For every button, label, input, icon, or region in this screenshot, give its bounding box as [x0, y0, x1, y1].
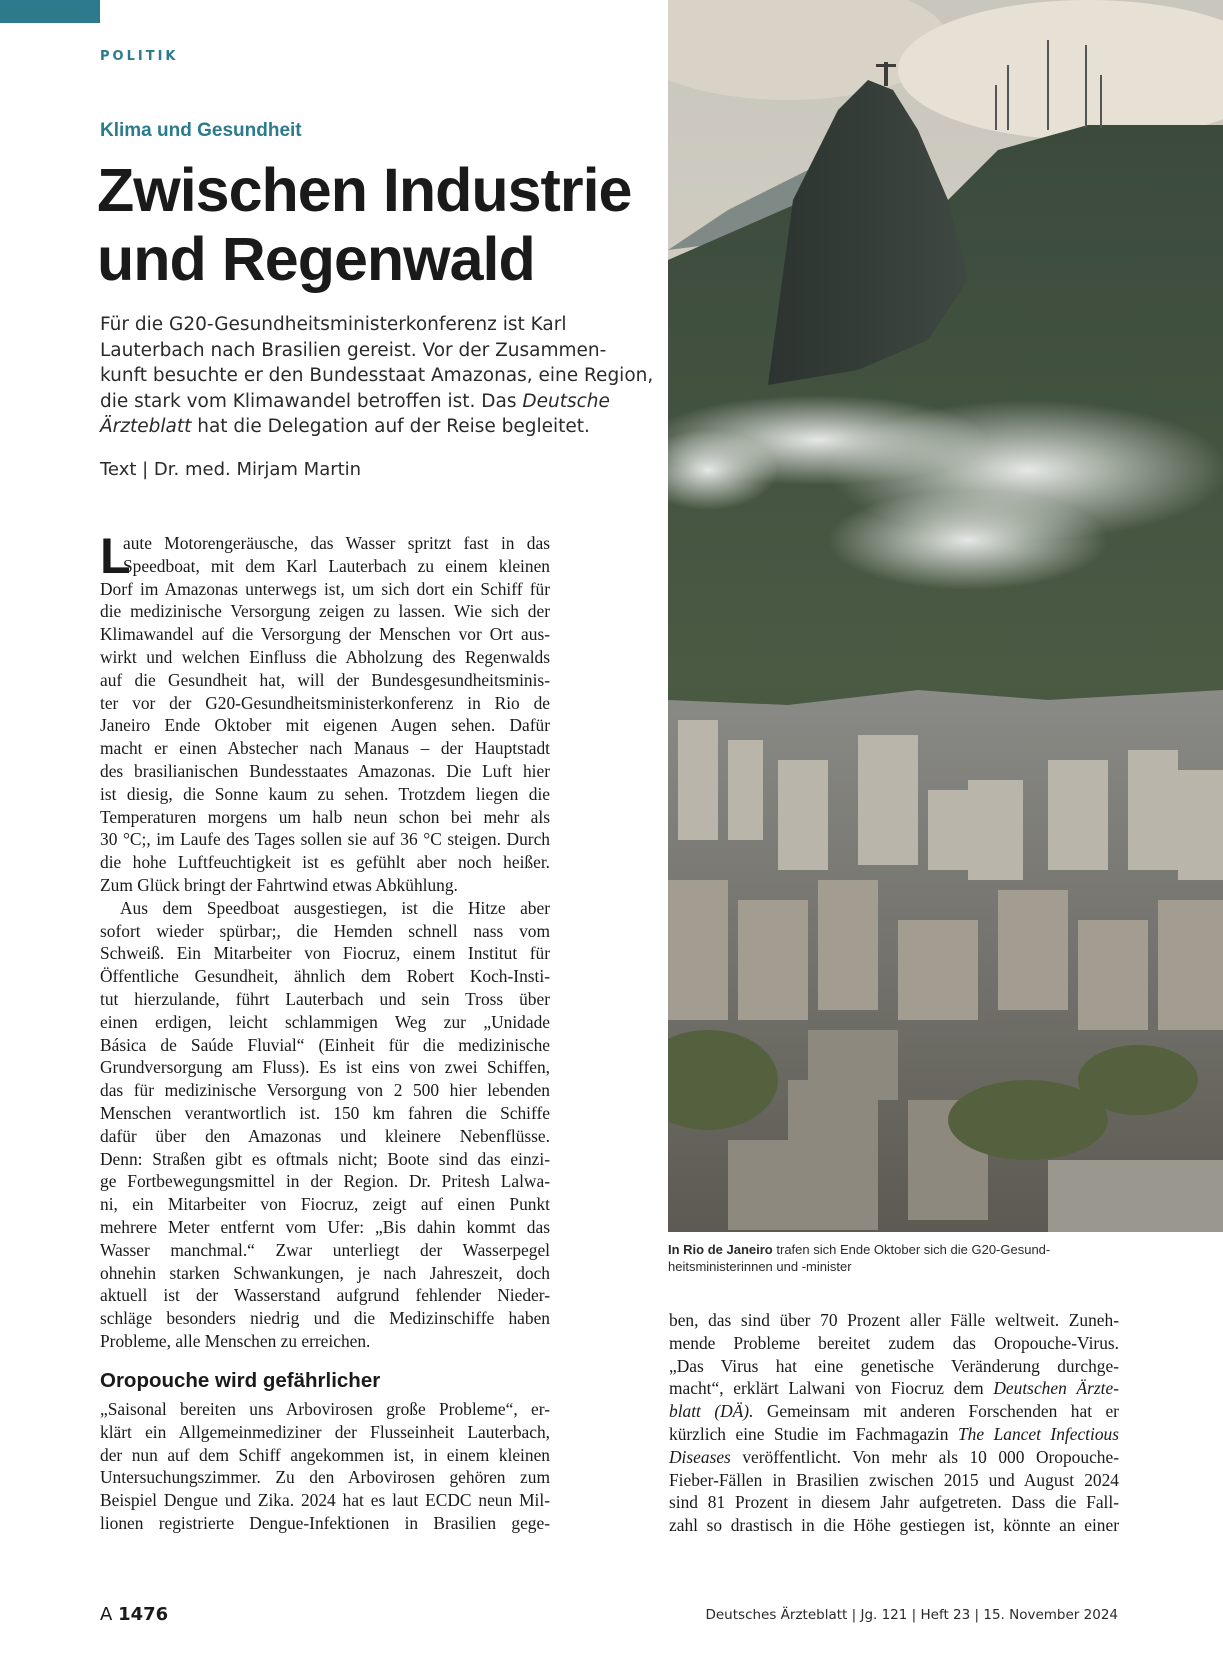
body-column-1 — [100, 528, 550, 1353]
lead-paragraph — [100, 312, 654, 440]
caption-text: heitsministerinnen und -minister — [668, 1259, 852, 1274]
text-line: auf die Gesundheit hat, will der Bundesgesundheitsminis- — [100, 669, 550, 690]
text-line: ohnehin starken Schwankungen, je nach Jahreszeit, doch — [100, 1262, 550, 1283]
text-line: das für medizinische Versorgung von 2 500 hier lebenden — [100, 1080, 550, 1101]
text-line: Básica de Saúde Fluvial“ (Einheit für die medizinische — [100, 1034, 550, 1055]
text-line: schläge besonders niedrig und die Medizinschiffe haben — [100, 1308, 550, 1329]
text-line: „Das Virus hat eine genetische Veränderung durchge- — [669, 1355, 1119, 1376]
text-segment: macht“, erklärt Lalwani von Fiocruz dem — [669, 1378, 984, 1399]
text-line: Zum Glück bringt der Fahrtwind etwas Abkühlung. — [100, 874, 458, 895]
body-column-1-continued — [100, 1398, 550, 1535]
text-line: dafür über den Amazonas und kleinere Nebenflüsse. — [100, 1125, 550, 1146]
text-line: Menschen verantwortlich ist. 150 km fahren die Schiffe — [100, 1102, 550, 1123]
kicker: Klima und Gesundheit — [100, 120, 302, 141]
page-number — [100, 1604, 168, 1625]
text-line: ter vor der G20-Gesundheitsministerkonferenz in Rio de — [100, 692, 550, 713]
text-line: Wasser manchmal.“ Zwar unterliegt der Wasserpegel — [100, 1239, 550, 1260]
text-line: Aus dem Speedboat ausgestiegen, ist die Hitze aber — [120, 897, 550, 918]
journal-info: Deutsches Ärzteblatt | Jg. 121 | Heft 23 | 15. November 2024 — [705, 1607, 1118, 1623]
text-line: einen erdigen, leicht schlammigen Weg zur „Unidade — [100, 1011, 550, 1032]
paragraph-2 — [100, 897, 550, 1353]
text-line: Schweiß. Ein Mitarbeiter von Fiocruz, einem Institut für — [100, 943, 550, 964]
article-title — [97, 156, 637, 294]
paragraph-1 — [100, 528, 550, 897]
caption-bold: In Rio de Janeiro — [668, 1242, 773, 1257]
text-segment: veröffentlicht. Von mehr als 10 000 Oropouche- — [742, 1446, 1119, 1467]
page-number-value: 1476 — [118, 1604, 169, 1625]
text-line: Denn: Straßen gibt es oftmals nicht; Boote sind das einzi- — [100, 1148, 550, 1169]
journal-name: Diseases — [669, 1446, 731, 1467]
text-segment: kürzlich eine Studie im Fachmagazin — [669, 1423, 949, 1444]
text-line: macht er einen Abstecher nach Manaus – der Hauptstadt — [100, 738, 550, 759]
lead-line — [100, 414, 620, 440]
lead-text: hat die Delegation auf der Reise begleitet. — [197, 416, 590, 437]
text-line: ist diesig, die Sonne kaum zu sehen. Trotzdem liegen die — [100, 783, 550, 804]
lead-italic: Ärzteblatt — [100, 416, 192, 437]
journal-name: blatt (DÄ). — [669, 1401, 754, 1422]
text-line — [669, 1423, 1119, 1446]
journal-name: The Lancet Infectious — [957, 1423, 1119, 1444]
text-line: ben, das sind über 70 Prozent aller Fälle weltweit. Zuneh- — [669, 1310, 1119, 1330]
title-line-2: und Regenwald — [97, 225, 535, 293]
drop-cap: L — [100, 528, 131, 584]
text-line — [669, 1400, 1119, 1423]
text-line: 30 °C;, im Laufe des Tages sollen sie auf 36 °C steigen. Durch — [100, 829, 550, 850]
text-line: die medizinische Versorgung zeigen zu lassen. Wie sich der — [100, 601, 550, 622]
text-line: Dorf im Amazonas unterwegs ist, um sich dort ein Schiff für — [100, 578, 550, 599]
title-line-1: Zwischen Industrie — [97, 156, 632, 224]
text-line: Probleme, alle Menschen zu erreichen. — [100, 1330, 371, 1351]
text-line: ni, ein Mitarbeiter von Fiocruz, zeigt auf einen Punkt — [100, 1194, 550, 1215]
text-line: des brasilianischen Bundesstaates Amazonas. Die Luft hier — [100, 760, 550, 781]
text-line: klärt ein Allgemeinmediziner der Flusseinheit Lauterbach, — [100, 1421, 550, 1442]
text-line: Grundversorgung am Fluss). Es ist eins von zwei Schiffen, — [100, 1057, 550, 1078]
text-line: Öffentliche Gesundheit, ähnlich dem Robert Koch-Insti- — [100, 966, 550, 987]
lead-line: Lauterbach nach Brasilien gereist. Vor der Zusammen- — [100, 339, 607, 361]
text-line: mehrere Meter entfernt vom Ufer: „Bis dahin kommt das — [100, 1216, 550, 1237]
text-line: die hohe Luftfeuchtigkeit ist es gefühlt aber noch heißer. — [100, 852, 550, 873]
byline: Text | Dr. med. Mirjam Martin — [100, 459, 362, 480]
text-line: wirkt und welchen Einfluss die Abholzung des Regenwalds — [100, 646, 550, 667]
text-line: Janeiro Ende Oktober mit eigenen Augen sehen. Dafür — [100, 715, 550, 736]
section-label: POLITIK — [100, 49, 179, 64]
text-line: Temperaturen morgens um halb neun schon bei mehr als — [100, 806, 550, 827]
text-line: aute Motorengeräusche, das Wasser spritzt fast in das — [123, 533, 550, 553]
text-line: aktuell ist der Wasserstand aufgrund fehlender Nieder- — [100, 1285, 550, 1306]
text-segment: Gemeinsam mit anderen Forschenden hat er — [766, 1401, 1119, 1422]
text-line: zahl so drastisch in die Höhe gestiegen ist, könnte an einer — [669, 1515, 1119, 1536]
lead-italic: Deutsche — [522, 390, 610, 412]
text-line: lionen registrierte Dengue-Infektionen in Brasilien gege- — [100, 1512, 550, 1533]
text-line: tut hierzulande, führt Lauterbach und sein Tross über — [100, 988, 550, 1009]
lead-line: kunft besuchte er den Bundesstaat Amazonas, eine Region, — [100, 365, 654, 386]
text-line: Speedboat, mit dem Karl Lauterbach zu einem kleinen — [123, 555, 550, 576]
body-column-2 — [669, 1309, 1119, 1537]
text-line: „Saisonal bereiten uns Arbovirosen große Probleme“, er- — [100, 1399, 550, 1419]
text-line: ge Fortbewegungsmittel in der Region. Dr. Pritesh Lalwa- — [100, 1171, 550, 1192]
text-line: Untersuchungszimmer. Zu den Arbovirosen gehören zum — [100, 1467, 550, 1488]
section-color-tab — [0, 0, 100, 23]
lead-text: die stark vom Klimawandel betroffen ist. Das — [100, 390, 517, 412]
text-line: der nun auf dem Schiff angekommen ist, in einem kleinen — [100, 1444, 550, 1465]
rio-de-janeiro-photo — [668, 0, 1223, 1232]
journal-name: Deutschen Ärzte- — [993, 1378, 1119, 1399]
page-prefix: A — [100, 1604, 113, 1625]
text-line — [669, 1377, 1119, 1400]
subheading: Oropouche wird gefährlicher — [100, 1369, 381, 1392]
caption-text: trafen sich Ende Oktober sich die G20-Gesund- — [776, 1242, 1051, 1257]
text-line: Klimawandel auf die Versorgung der Menschen vor Ort aus- — [100, 624, 550, 645]
text-line: Fieber-Fällen in Brasilien zwischen 2015 und August 2024 — [669, 1469, 1119, 1490]
text-line: sind 81 Prozent in diesem Jahr aufgetreten. Dass die Fall- — [669, 1492, 1119, 1513]
text-line — [669, 1446, 1119, 1469]
photo-caption — [668, 1241, 1098, 1275]
lead-line: Für die G20-Gesundheitsministerkonferenz ist Karl — [100, 314, 567, 335]
lead-line — [100, 389, 620, 415]
text-line: mende Probleme bereitet zudem das Oropouche-Virus. — [669, 1332, 1119, 1353]
text-line: sofort wieder spürbar;, die Hemden schnell nass vom — [100, 920, 550, 941]
text-line: Beispiel Dengue und Zika. 2024 hat es laut ECDC neun Mil- — [100, 1490, 550, 1511]
